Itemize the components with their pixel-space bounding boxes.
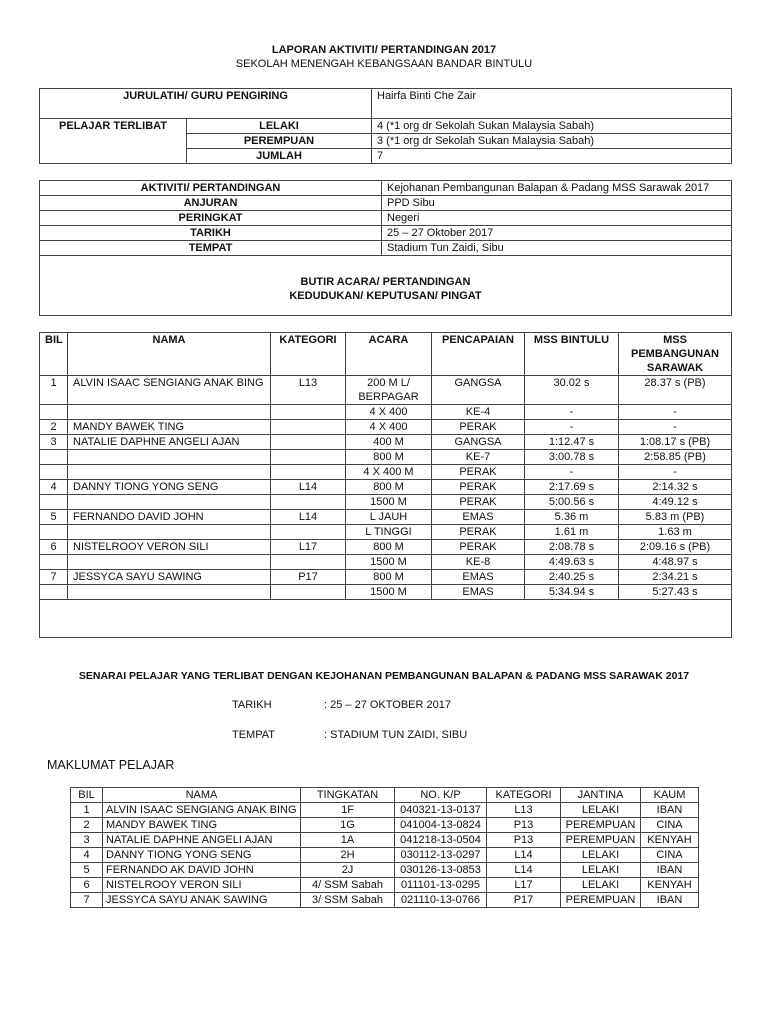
student-row-cell: MANDY BAWEK TING [103,818,301,833]
result-row-cell: KE-7 [432,450,525,465]
result-row-cell: EMAS [432,510,525,525]
result-row-cell: EMAS [432,585,525,600]
results-blank-row [40,600,732,638]
anjuran-label: ANJURAN [40,196,382,211]
staff-table [39,88,732,164]
result-row [40,465,732,480]
student-row-cell: LELAKI [561,878,641,893]
result-row-cell: 4 X 400 [346,405,432,420]
result-row-cell: PERAK [432,525,525,540]
result-row [40,480,732,495]
result-row-cell: - [525,405,619,420]
list-tarikh-label: TARIKH [232,699,272,711]
result-row-cell: NATALIE DAPHNE ANGELI AJAN [68,435,271,450]
student-row [71,878,699,893]
result-row [40,405,732,420]
result-row-cell: KE-4 [432,405,525,420]
result-row-cell: 7 [40,570,68,585]
student-row-cell: 041004-13-0824 [395,818,487,833]
butir-line2: KEDUDUKAN/ KEPUTUSAN/ PINGAT [289,289,482,302]
report-title: LAPORAN AKTIVITI/ PERTANDINGAN 2017 [271,44,497,56]
result-row-cell: NISTELROOY VERON SILI [68,540,271,555]
student-row-cell: NISTELROOY VERON SILI [103,878,301,893]
result-row-cell: 800 M [346,480,432,495]
student-row-cell: 1F [301,803,395,818]
result-row-cell: 2 [40,420,68,435]
student-row [71,893,699,908]
result-row-cell: EMAS [432,570,525,585]
result-row [40,555,732,570]
result-row-cell [68,450,271,465]
result-row-cell: 5:27.43 s [619,585,732,600]
student-row-cell: NATALIE DAPHNE ANGELI AJAN [103,833,301,848]
students-header: NO. K/P [395,788,487,803]
student-row-cell: P13 [487,818,561,833]
student-row [71,803,699,818]
result-row-cell: MANDY BAWEK TING [68,420,271,435]
student-row-cell: 7 [71,893,103,908]
student-row-cell: 021110-13-0766 [395,893,487,908]
student-row-cell: DANNY TIONG YONG SENG [103,848,301,863]
result-row [40,585,732,600]
student-row-cell: 3/ SSM Sabah [301,893,395,908]
results-header: MSS BINTULU [525,333,619,376]
result-row-cell: L17 [271,540,346,555]
pelajar-label: PELAJAR TERLIBAT [40,119,187,164]
result-row-cell: GANGSA [432,435,525,450]
student-row-cell: 2H [301,848,395,863]
result-row-cell: DANNY TIONG YONG SENG [68,480,271,495]
result-row [40,495,732,510]
result-row-cell: 200 M L/ BERPAGAR [346,376,432,405]
anjuran-value: PPD Sibu [382,196,732,211]
result-row-cell: 1500 M [346,495,432,510]
result-row-cell: - [525,465,619,480]
result-row [40,540,732,555]
result-row [40,420,732,435]
result-row-cell: 28.37 s (PB) [619,376,732,405]
student-row-cell: L14 [487,863,561,878]
list-tempat-label: TEMPAT [232,729,275,741]
student-row [71,848,699,863]
result-row-cell: 1.61 m [525,525,619,540]
student-row-cell: 1 [71,803,103,818]
result-row-cell: 2:14.32 s [619,480,732,495]
student-row-cell: L17 [487,878,561,893]
result-row-cell [40,555,68,570]
students-header: JANTINA [561,788,641,803]
student-row-cell: 030112-13-0297 [395,848,487,863]
result-row-cell [271,555,346,570]
result-row-cell [68,495,271,510]
result-row-cell: 4:49.63 s [525,555,619,570]
result-row-cell: - [619,405,732,420]
result-row-cell: - [619,465,732,480]
student-row-cell: PEREMPUAN [561,818,641,833]
result-row-cell: GANGSA [432,376,525,405]
result-row-cell: 2:40.25 s [525,570,619,585]
student-row-cell: KENYAH [641,833,699,848]
peringkat-label: PERINGKAT [40,211,382,226]
result-row-cell: 1.63 m [619,525,732,540]
student-row-cell: 4 [71,848,103,863]
result-row-cell: JESSYCA SAYU SAWING [68,570,271,585]
result-row-cell: 5.36 m [525,510,619,525]
student-row-cell: P17 [487,893,561,908]
result-row-cell: 1:12.47 s [525,435,619,450]
perempuan-value: 3 (*1 org dr Sekolah Sukan Malaysia Sabah) [372,134,732,149]
student-row-cell: 2J [301,863,395,878]
maklumat-heading: MAKLUMAT PELAJAR [47,758,175,772]
result-row-cell: L13 [271,376,346,405]
jurulatih-label: JURULATIH/ GURU PENGIRING [40,89,372,119]
result-row-cell [68,465,271,480]
lelaki-label: LELAKI [187,119,372,134]
student-row-cell: FERNANDO AK DAVID JOHN [103,863,301,878]
peringkat-value: Negeri [382,211,732,226]
result-row-cell: PERAK [432,465,525,480]
result-row-cell: 800 M [346,570,432,585]
result-row-cell [40,405,68,420]
butir-heading [40,256,732,316]
student-row-cell: 011101-13-0295 [395,878,487,893]
student-row-cell: IBAN [641,803,699,818]
result-row-cell: PERAK [432,495,525,510]
results-header: BIL [40,333,68,376]
lelaki-value: 4 (*1 org dr Sekolah Sukan Malaysia Sabah) [372,119,732,134]
list-tempat-row [232,729,467,741]
student-list-heading: SENARAI PELAJAR YANG TERLIBAT DENGAN KEJOHANAN PEMBANGUNAN BALAPAN & PADANG MSS SARAWAK 2017 [78,670,690,682]
student-row [71,863,699,878]
result-row-cell: P17 [271,570,346,585]
result-row-cell: 1:08.17 s (PB) [619,435,732,450]
result-row-cell: 3:00.78 s [525,450,619,465]
result-row [40,450,732,465]
result-row-cell [68,585,271,600]
tarikh-label: TARIKH [40,226,382,241]
student-row-cell: 3 [71,833,103,848]
result-row-cell: 2:17.69 s [525,480,619,495]
results-header: KATEGORI [271,333,346,376]
result-row-cell: L14 [271,510,346,525]
student-row-cell: 2 [71,818,103,833]
student-row [71,818,699,833]
student-row-cell: LELAKI [561,848,641,863]
result-row-cell: 1 [40,376,68,405]
tempat-value: Stadium Tun Zaidi, Sibu [382,241,732,256]
result-row-cell [271,465,346,480]
result-row-cell: 4 [40,480,68,495]
result-row-cell: 4 X 400 [346,420,432,435]
jumlah-label: JUMLAH [187,149,372,164]
student-row-cell: 040321-13-0137 [395,803,487,818]
result-row-cell: 5:34.94 s [525,585,619,600]
result-row-cell: L TINGGI [346,525,432,540]
list-tarikh-row [232,699,451,711]
activity-table [39,180,732,316]
result-row-cell [271,495,346,510]
result-row-cell: L14 [271,480,346,495]
results-header: MSS PEMBANGUNAN SARAWAK [619,333,732,376]
student-row-cell: LELAKI [561,863,641,878]
result-row-cell: FERNANDO DAVID JOHN [68,510,271,525]
students-header: KAUM [641,788,699,803]
result-row-cell: 6 [40,540,68,555]
tempat-label: TEMPAT [40,241,382,256]
result-row-cell [271,405,346,420]
perempuan-label: PEREMPUAN [187,134,372,149]
result-row-cell: 5 [40,510,68,525]
students-header: TINGKATAN [301,788,395,803]
result-row-cell: PERAK [432,480,525,495]
list-tempat-value: : STADIUM TUN ZAIDI, SIBU [324,729,468,741]
student-row-cell: P13 [487,833,561,848]
result-row-cell [40,525,68,540]
student-row-cell: CINA [641,848,699,863]
students-header-row [71,788,699,803]
result-row-cell: - [619,420,732,435]
students-header: BIL [71,788,103,803]
list-tarikh-value: : 25 – 27 OKTOBER 2017 [324,699,451,711]
student-row-cell: JESSYCA SAYU ANAK SAWING [103,893,301,908]
result-row-cell: 2:08.78 s [525,540,619,555]
student-row-cell: 1G [301,818,395,833]
tarikh-value: 25 – 27 Oktober 2017 [382,226,732,241]
student-row-cell: IBAN [641,893,699,908]
result-row-cell: 2:58.85 (PB) [619,450,732,465]
result-row [40,510,732,525]
result-row-cell [271,525,346,540]
student-row-cell: 1A [301,833,395,848]
student-row-cell: 030126-13-0853 [395,863,487,878]
aktiviti-label: AKTIVITI/ PERTANDINGAN [40,181,382,196]
result-row-cell [68,525,271,540]
result-row-cell: 4 X 400 M [346,465,432,480]
student-row-cell: KENYAH [641,878,699,893]
students-header: KATEGORI [487,788,561,803]
blank-cell [40,600,732,638]
result-row-cell [68,555,271,570]
result-row-cell: PERAK [432,420,525,435]
student-row-cell: CINA [641,818,699,833]
results-header: PENCAPAIAN [432,333,525,376]
result-row-cell: 5.83 m (PB) [619,510,732,525]
result-row-cell: 1500 M [346,555,432,570]
student-row-cell: L13 [487,803,561,818]
jumlah-value: 7 [372,149,732,164]
results-header: NAMA [68,333,271,376]
result-row-cell: 30.02 s [525,376,619,405]
result-row-cell: PERAK [432,540,525,555]
result-row-cell [68,405,271,420]
result-row-cell: 3 [40,435,68,450]
result-row-cell [271,585,346,600]
student-row-cell: PEREMPUAN [561,833,641,848]
students-header: NAMA [103,788,301,803]
result-row-cell: 4:48.97 s [619,555,732,570]
student-row [71,833,699,848]
result-row-cell: 800 M [346,540,432,555]
student-row-cell: 4/ SSM Sabah [301,878,395,893]
student-row-cell: 6 [71,878,103,893]
student-row-cell: IBAN [641,863,699,878]
result-row-cell: 5:00.56 s [525,495,619,510]
jurulatih-value: Hairfa Binti Che Zair [372,89,732,119]
results-table [39,332,732,638]
aktiviti-value: Kejohanan Pembangunan Balapan & Padang MSS Sarawak 2017 [382,181,732,196]
student-row-cell: 5 [71,863,103,878]
result-row-cell: - [525,420,619,435]
students-table [70,787,699,908]
result-row-cell: 1500 M [346,585,432,600]
butir-line1: BUTIR ACARA/ PERTANDINGAN [300,275,471,288]
student-row-cell: PEREMPUAN [561,893,641,908]
result-row-cell: 2:34.21 s [619,570,732,585]
student-row-cell: ALVIN ISAAC SENGIANG ANAK BING [103,803,301,818]
result-row [40,376,732,405]
result-row-cell [40,585,68,600]
student-row-cell: L14 [487,848,561,863]
result-row [40,570,732,585]
results-header-row [40,333,732,376]
student-row-cell: 041218-13-0504 [395,833,487,848]
result-row-cell: L JAUH [346,510,432,525]
result-row-cell: 800 M [346,450,432,465]
results-header: ACARA [346,333,432,376]
result-row-cell [271,450,346,465]
result-row-cell [271,420,346,435]
result-row-cell: KE-8 [432,555,525,570]
result-row-cell: 400 M [346,435,432,450]
result-row-cell [271,435,346,450]
result-row-cell [40,495,68,510]
result-row-cell: 2:09.16 s (PB) [619,540,732,555]
result-row-cell [40,465,68,480]
result-row-cell [40,450,68,465]
result-row-cell: ALVIN ISAAC SENGIANG ANAK BING [68,376,271,405]
result-row-cell: 4:49.12 s [619,495,732,510]
school-name: SEKOLAH MENENGAH KEBANGSAAN BANDAR BINTULU [235,58,533,70]
student-row-cell: LELAKI [561,803,641,818]
result-row [40,435,732,450]
result-row [40,525,732,540]
